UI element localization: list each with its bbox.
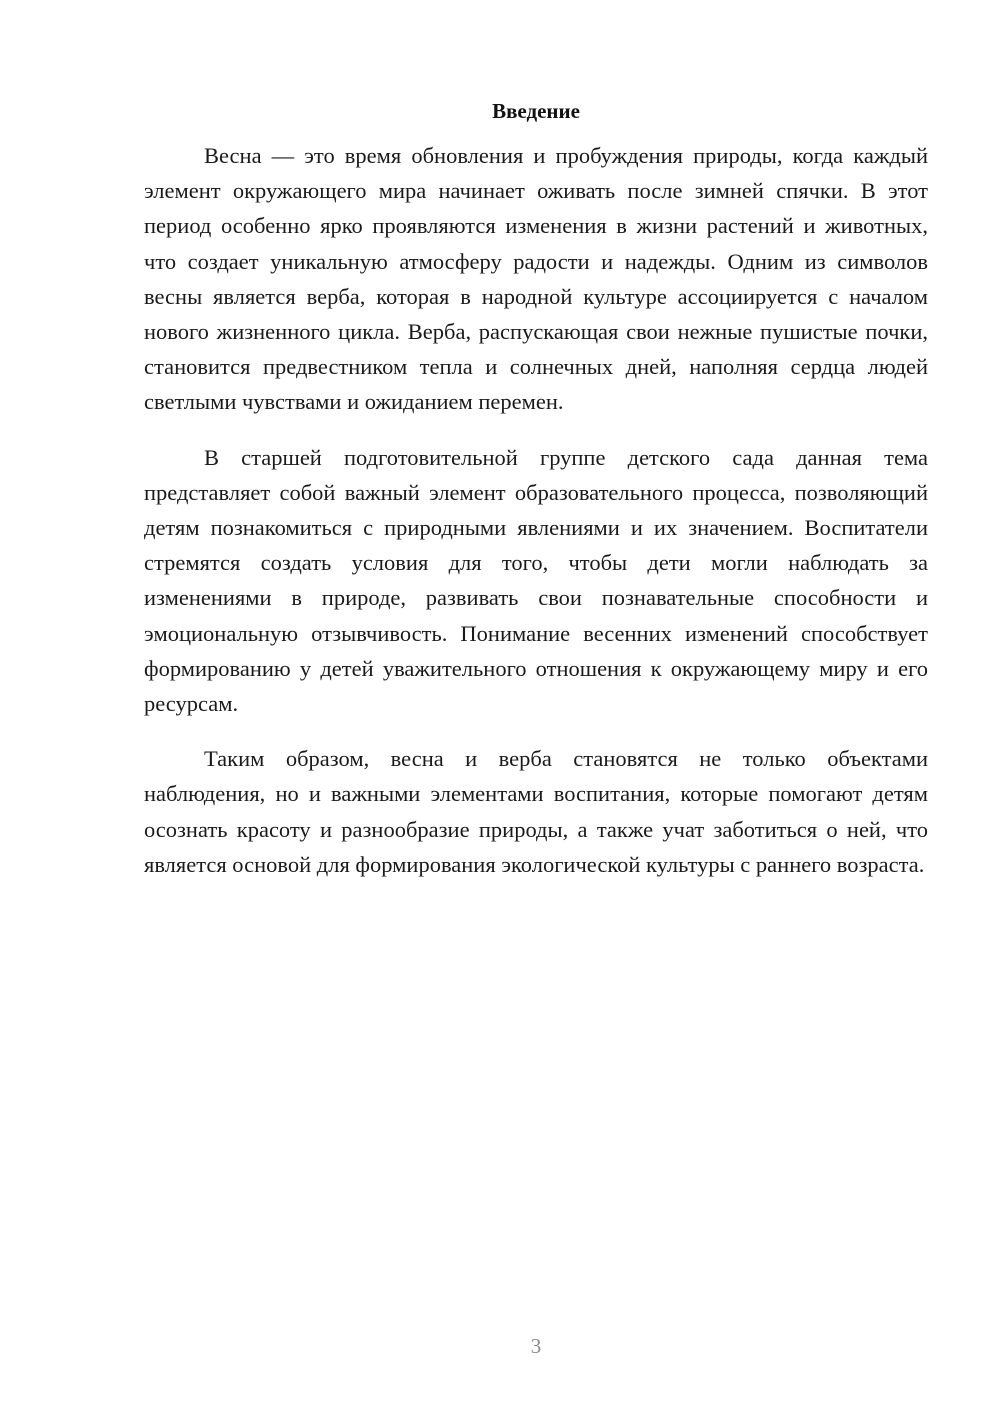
page-number: 3 (530, 1334, 542, 1358)
page-content (144, 96, 928, 882)
paragraph-1: Весна — это время обновления и пробуждения природы, когда каждый элемент окружающего мира начинает оживать после зимней спячки. В этот период особенно ярко проявляются изменения в жизни растений и животных, что создает уникальную атмосферу радости и надежды. Одним из символов весны является верба, которая в народной культуре ассоциируется с началом нового жизненного цикла. Верба, распускающая свои нежные пушистые почки, становится предвестником тепла и солнечных дней, наполняя сердца людей светлыми чувствами и ожиданием перемен. (144, 143, 928, 415)
paragraph-3: Таким образом, весна и верба становятся не только объектами наблюдения, но и важными элементами воспитания, которые помогают детям осознать красоту и разнообразие природы, а также учат заботиться о ней, что является основой для формирования экологической культуры с раннего возраста. (144, 746, 928, 877)
paragraph-2: В старшей подготовительной группе детского сада данная тема представляет собой важный элемент образовательного процесса, позволяющий детям познакомиться с природными явлениями и их значением. Воспитатели стремятся создать условия для того, чтобы дети могли наблюдать за изменениями в природе, развивать свои познавательные способности и эмоциональную отзывчивость. Понимание весенних изменений способствует формированию у детей уважительного отношения к окружающему миру и его ресурсам. (144, 444, 928, 717)
section-heading: Введение (492, 99, 580, 123)
